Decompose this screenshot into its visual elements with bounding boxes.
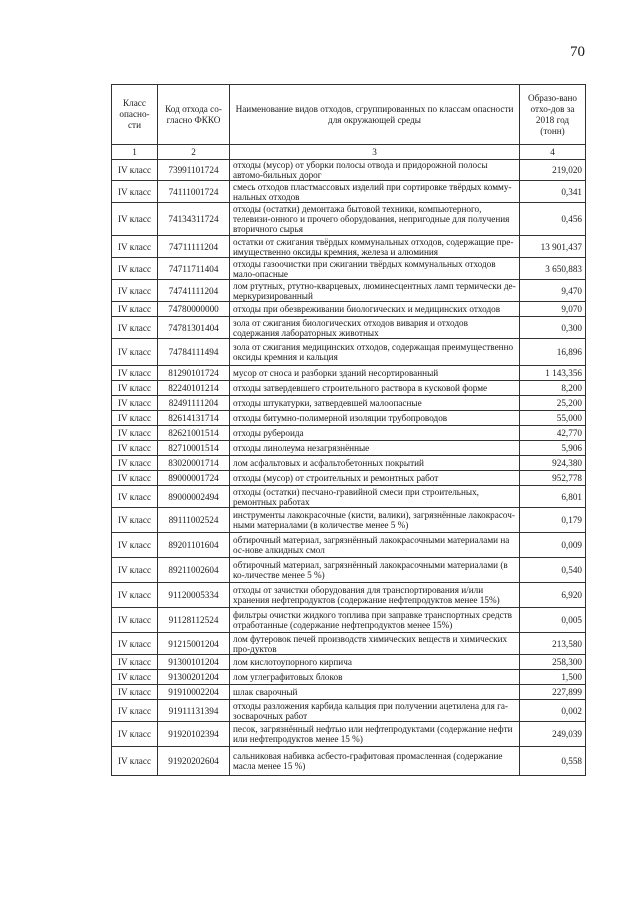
hazard-class-cell: IV класс bbox=[112, 558, 158, 583]
table-row bbox=[112, 700, 586, 722]
hazard-class-cell: IV класс bbox=[112, 700, 158, 722]
hazard-class-cell: IV класс bbox=[112, 608, 158, 633]
fkko-code-cell: 91215001204 bbox=[158, 633, 230, 655]
fkko-code-cell: 91910002204 bbox=[158, 685, 230, 700]
column-number: 4 bbox=[520, 145, 586, 160]
waste-volume-cell: 5,906 bbox=[520, 441, 586, 456]
table-row bbox=[112, 685, 586, 700]
header-fkko-code: Код отхода со-гласно ФККО bbox=[158, 85, 230, 145]
table-row bbox=[112, 181, 586, 203]
table-row bbox=[112, 280, 586, 302]
waste-volume-cell: 219,020 bbox=[520, 160, 586, 181]
waste-name-cell: лом кислотоупорного кирпича bbox=[230, 655, 520, 670]
waste-name-cell: отходы (мусор) от уборки полосы отвода и придорожной полосы автомо-бильных дорог bbox=[230, 160, 520, 181]
fkko-code-cell: 82614131714 bbox=[158, 411, 230, 426]
waste-volume-cell: 55,000 bbox=[520, 411, 586, 426]
fkko-code-cell: 81290101724 bbox=[158, 366, 230, 381]
waste-name-cell: отходы битумно-полимерной изоляции трубопроводов bbox=[230, 411, 520, 426]
waste-table bbox=[111, 84, 586, 776]
table-row bbox=[112, 583, 586, 608]
waste-volume-cell: 16,896 bbox=[520, 339, 586, 366]
table-row bbox=[112, 441, 586, 456]
table-row bbox=[112, 381, 586, 396]
table-row bbox=[112, 747, 586, 776]
table-row bbox=[112, 339, 586, 366]
waste-volume-cell: 13 901,437 bbox=[520, 236, 586, 258]
waste-name-cell: зола от сжигания биологических отходов вивария и отходов содержания лабораторных животных bbox=[230, 317, 520, 339]
waste-volume-cell: 924,380 bbox=[520, 456, 586, 471]
waste-name-cell: смесь отходов пластмассовых изделий при сортировке твёрдых комму-нальных отходов bbox=[230, 181, 520, 203]
waste-volume-cell: 0,005 bbox=[520, 608, 586, 633]
fkko-code-cell: 89111002524 bbox=[158, 508, 230, 533]
hazard-class-cell: IV класс bbox=[112, 670, 158, 685]
waste-name-cell: отходы разложения карбида кальция при получении ацетилена для га-зосварочных работ bbox=[230, 700, 520, 722]
fkko-code-cell: 74111001724 bbox=[158, 181, 230, 203]
waste-volume-cell: 0,341 bbox=[520, 181, 586, 203]
waste-volume-cell: 0,456 bbox=[520, 203, 586, 236]
hazard-class-cell: IV класс bbox=[112, 633, 158, 655]
waste-name-cell: отходы (остатки) песчано-гравийной смеси при строительных, ремонтных работах bbox=[230, 486, 520, 508]
hazard-class-cell: IV класс bbox=[112, 508, 158, 533]
column-number: 3 bbox=[230, 145, 520, 160]
hazard-class-cell: IV класс bbox=[112, 280, 158, 302]
fkko-code-cell: 83020001714 bbox=[158, 456, 230, 471]
waste-name-cell: отходы затвердевшего строительного раствора в кусковой форме bbox=[230, 381, 520, 396]
fkko-code-cell: 91300201204 bbox=[158, 670, 230, 685]
fkko-code-cell: 74781301404 bbox=[158, 317, 230, 339]
hazard-class-cell: IV класс bbox=[112, 456, 158, 471]
waste-volume-cell: 1,500 bbox=[520, 670, 586, 685]
waste-volume-cell: 0,002 bbox=[520, 700, 586, 722]
fkko-code-cell: 89000001724 bbox=[158, 471, 230, 486]
waste-volume-cell: 25,200 bbox=[520, 396, 586, 411]
waste-volume-cell: 213,580 bbox=[520, 633, 586, 655]
hazard-class-cell: IV класс bbox=[112, 486, 158, 508]
table-row bbox=[112, 236, 586, 258]
fkko-code-cell: 74711711404 bbox=[158, 258, 230, 280]
header-waste-name: Наименование видов отходов, сгруппированных по классам опасности для окружающей среды bbox=[230, 85, 520, 145]
waste-name-cell: обтирочный материал, загрязнённый лакокрасочными материалами (в ко-личестве менее 5 %) bbox=[230, 558, 520, 583]
fkko-code-cell: 82710001514 bbox=[158, 441, 230, 456]
column-number: 2 bbox=[158, 145, 230, 160]
waste-name-cell: отходы линолеума незагрязнённые bbox=[230, 441, 520, 456]
waste-name-cell: отходы от зачистки оборудования для транспортирования и/или хранения нефтепродуктов (содержание нефтепродуктов менее 15%) bbox=[230, 583, 520, 608]
fkko-code-cell: 82621001514 bbox=[158, 426, 230, 441]
waste-name-cell: лом углеграфитовых блоков bbox=[230, 670, 520, 685]
fkko-code-cell: 91920102394 bbox=[158, 722, 230, 747]
hazard-class-cell: IV класс bbox=[112, 655, 158, 670]
waste-volume-cell: 0,300 bbox=[520, 317, 586, 339]
waste-volume-cell: 1 143,356 bbox=[520, 366, 586, 381]
waste-volume-cell: 0,179 bbox=[520, 508, 586, 533]
table-row bbox=[112, 533, 586, 558]
table-row bbox=[112, 456, 586, 471]
fkko-code-cell: 74741111204 bbox=[158, 280, 230, 302]
table-row bbox=[112, 203, 586, 236]
table-row bbox=[112, 633, 586, 655]
fkko-code-cell: 74784111494 bbox=[158, 339, 230, 366]
fkko-code-cell: 91911131394 bbox=[158, 700, 230, 722]
table-row bbox=[112, 426, 586, 441]
waste-volume-cell: 258,300 bbox=[520, 655, 586, 670]
hazard-class-cell: IV класс bbox=[112, 317, 158, 339]
table-row bbox=[112, 366, 586, 381]
fkko-code-cell: 91920202604 bbox=[158, 747, 230, 776]
hazard-class-cell: IV класс bbox=[112, 426, 158, 441]
table-row bbox=[112, 302, 586, 317]
hazard-class-cell: IV класс bbox=[112, 685, 158, 700]
waste-volume-cell: 0,540 bbox=[520, 558, 586, 583]
waste-volume-cell: 9,470 bbox=[520, 280, 586, 302]
column-number-row bbox=[112, 145, 586, 160]
table-row bbox=[112, 508, 586, 533]
table-row bbox=[112, 655, 586, 670]
hazard-class-cell: IV класс bbox=[112, 722, 158, 747]
waste-name-cell: сальниковая набивка асбесто-графитовая промасленная (содержание масла менее 15 %) bbox=[230, 747, 520, 776]
waste-volume-cell: 0,558 bbox=[520, 747, 586, 776]
hazard-class-cell: IV класс bbox=[112, 181, 158, 203]
table-row bbox=[112, 411, 586, 426]
waste-name-cell: песок, загрязнённый нефтью или нефтепродуктами (содержание нефти или нефтепродуктов менее 15 %) bbox=[230, 722, 520, 747]
waste-name-cell: лом асфальтовых и асфальтобетонных покрытий bbox=[230, 456, 520, 471]
waste-name-cell: мусор от сноса и разборки зданий несортированный bbox=[230, 366, 520, 381]
waste-name-cell: фильтры очистки жидкого топлива при заправке транспортных средств отработанные (содержание нефтепродуктов менее 15%) bbox=[230, 608, 520, 633]
header-volume: Образо-вано отхо-дов за 2018 год (тонн) bbox=[520, 85, 586, 145]
table-row bbox=[112, 258, 586, 280]
waste-volume-cell: 3 650,883 bbox=[520, 258, 586, 280]
fkko-code-cell: 74134311724 bbox=[158, 203, 230, 236]
hazard-class-cell: IV класс bbox=[112, 583, 158, 608]
table-row bbox=[112, 558, 586, 583]
waste-name-cell: зола от сжигания медицинских отходов, содержащая преимущественно оксиды кремния и кальция bbox=[230, 339, 520, 366]
waste-name-cell: отходы рубероида bbox=[230, 426, 520, 441]
header-hazard-class: Класс опасно-сти bbox=[112, 85, 158, 145]
hazard-class-cell: IV класс bbox=[112, 381, 158, 396]
hazard-class-cell: IV класс bbox=[112, 236, 158, 258]
hazard-class-cell: IV класс bbox=[112, 302, 158, 317]
hazard-class-cell: IV класс bbox=[112, 441, 158, 456]
waste-name-cell: лом ртутных, ртутно-кварцевых, люминесцентных ламп термически де-меркуризированный bbox=[230, 280, 520, 302]
waste-name-cell: лом футеровок печей производств химических веществ и химических про-дуктов bbox=[230, 633, 520, 655]
waste-volume-cell: 227,899 bbox=[520, 685, 586, 700]
waste-name-cell: отходы (мусор) от строительных и ремонтных работ bbox=[230, 471, 520, 486]
hazard-class-cell: IV класс bbox=[112, 396, 158, 411]
fkko-code-cell: 73991101724 bbox=[158, 160, 230, 181]
waste-volume-cell: 42,770 bbox=[520, 426, 586, 441]
waste-name-cell: инструменты лакокрасочные (кисти, валики), загрязнённые лакокрасоч-ными материалами (в количестве менее 5 %) bbox=[230, 508, 520, 533]
table-row bbox=[112, 396, 586, 411]
waste-volume-cell: 0,009 bbox=[520, 533, 586, 558]
waste-volume-cell: 8,200 bbox=[520, 381, 586, 396]
table-row bbox=[112, 608, 586, 633]
hazard-class-cell: IV класс bbox=[112, 160, 158, 181]
waste-name-cell: обтирочный материал, загрязнённый лакокрасочными материалами на ос-нове алкидных смол bbox=[230, 533, 520, 558]
waste-name-cell: отходы газоочистки при сжигании твёрдых коммунальных отходов мало-опасные bbox=[230, 258, 520, 280]
table-row bbox=[112, 317, 586, 339]
table-row bbox=[112, 486, 586, 508]
header-row bbox=[112, 85, 586, 145]
hazard-class-cell: IV класс bbox=[112, 366, 158, 381]
table-row bbox=[112, 471, 586, 486]
fkko-code-cell: 89000002494 bbox=[158, 486, 230, 508]
table-row bbox=[112, 722, 586, 747]
hazard-class-cell: IV класс bbox=[112, 411, 158, 426]
waste-name-cell: отходы штукатурки, затвердевшей малоопасные bbox=[230, 396, 520, 411]
table-row bbox=[112, 160, 586, 181]
waste-name-cell: отходы при обезвреживании биологических и медицинских отходов bbox=[230, 302, 520, 317]
waste-name-cell: остатки от сжигания твёрдых коммунальных отходов, содержащие пре-имущественно оксиды кремния, железа и алюминия bbox=[230, 236, 520, 258]
fkko-code-cell: 91128112524 bbox=[158, 608, 230, 633]
page-number: 70 bbox=[570, 44, 585, 60]
fkko-code-cell: 82491111204 bbox=[158, 396, 230, 411]
table-body bbox=[112, 160, 586, 776]
waste-volume-cell: 6,801 bbox=[520, 486, 586, 508]
hazard-class-cell: IV класс bbox=[112, 747, 158, 776]
fkko-code-cell: 82240101214 bbox=[158, 381, 230, 396]
hazard-class-cell: IV класс bbox=[112, 258, 158, 280]
waste-volume-cell: 9,070 bbox=[520, 302, 586, 317]
fkko-code-cell: 91300101204 bbox=[158, 655, 230, 670]
hazard-class-cell: IV класс bbox=[112, 471, 158, 486]
column-number: 1 bbox=[112, 145, 158, 160]
fkko-code-cell: 89211002604 bbox=[158, 558, 230, 583]
waste-name-cell: отходы (остатки) демонтажа бытовой техники, компьютерного, телевизи-онного и прочего оборудования, непригодные для получения вторичного сырья bbox=[230, 203, 520, 236]
table-row bbox=[112, 670, 586, 685]
hazard-class-cell: IV класс bbox=[112, 203, 158, 236]
waste-volume-cell: 952,778 bbox=[520, 471, 586, 486]
hazard-class-cell: IV класс bbox=[112, 339, 158, 366]
waste-volume-cell: 249,039 bbox=[520, 722, 586, 747]
fkko-code-cell: 74711111204 bbox=[158, 236, 230, 258]
fkko-code-cell: 74780000000 bbox=[158, 302, 230, 317]
waste-name-cell: шлак сварочный bbox=[230, 685, 520, 700]
hazard-class-cell: IV класс bbox=[112, 533, 158, 558]
fkko-code-cell: 89201101604 bbox=[158, 533, 230, 558]
fkko-code-cell: 91120005334 bbox=[158, 583, 230, 608]
waste-volume-cell: 6,920 bbox=[520, 583, 586, 608]
